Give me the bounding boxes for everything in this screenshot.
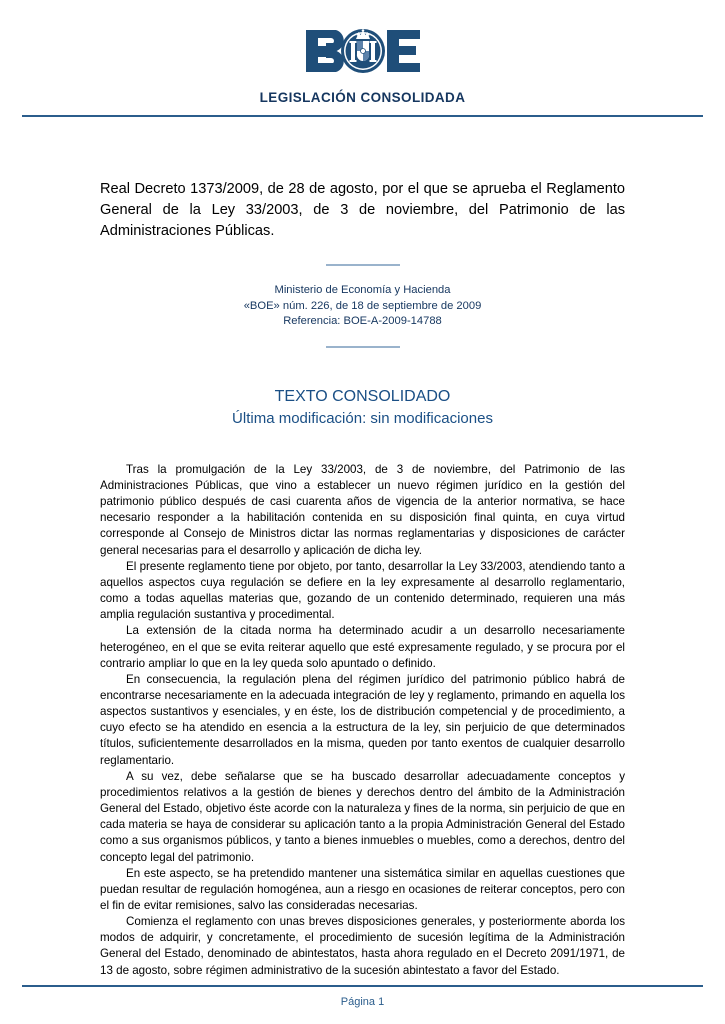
preamble-body xyxy=(100,462,625,979)
boe-logo xyxy=(304,26,422,76)
ministry-label: Ministerio de Economía y Hacienda xyxy=(274,284,451,296)
reference-label: Referencia: BOE-A-2009-14788 xyxy=(283,315,442,328)
page-number: Página 1 xyxy=(340,996,385,1008)
consolidated-heading: TEXTO CONSOLIDADO xyxy=(274,387,451,405)
law-title: Real Decreto 1373/2009, de 28 de agosto, por el que se aprueba el Reglamento General de la Ley 33/2003, de 3 de noviembre, del Patrimonio de las Administraciones Públicas. xyxy=(100,181,625,239)
document-content xyxy=(0,179,725,979)
paragraph: En consecuencia, la regulación plena del régimen jurídico del patrimonio público habrá de encontrarse necesariamente en la adecuada integración de ley y reglamento, primando en aquella los aspectos sustantivos y esenciales, y en éste, los de distribución competencial y de procedimiento, a cuyo efecto se ha atendido en esencia a la estructura de la ley, sin perjuicio de que determinados títulos, suficientemente desarrollados en la misma, queden por tanto exentos de cualquier desarrollo reglamentario. xyxy=(100,672,625,767)
consolidated-heading-block xyxy=(100,386,625,430)
paragraph: A su vez, debe señalarse que se ha buscado desarrollar adecuadamente conceptos y procedimientos relativos a la gestión de bienes y derechos dentro del ámbito de la Administración General del Estado, objetivo éste acorde con la naturaleza y fines de la norma, sin perjuicio de que en cada materia se haya de considerar su aplicación tanto a la propia Administración General del Estado como a sus organismos públicos, y tanto a bienes inmuebles o muebles, como a derechos, dentro del concepto legal del patrimonio. xyxy=(100,769,625,864)
meta-divider-bottom xyxy=(326,346,400,348)
meta-divider-top xyxy=(326,264,400,266)
header-divider xyxy=(22,115,703,117)
page-title: LEGISLACIÓN CONSOLIDADA xyxy=(259,90,466,105)
publication-metadata xyxy=(100,283,625,330)
paragraph: En este aspecto, se ha pretendido mantener una sistemática similar en aquellas cuestiones que puedan resultar de regulación homogénea, aun a riesgo en ocasiones de reiterar conceptos, pero con el fin de evitar remisiones, salvo las consideradas necesarias. xyxy=(100,866,625,912)
coat-of-arms-icon xyxy=(341,29,385,73)
consolidated-subheading: Última modificación: sin modificaciones xyxy=(232,409,493,427)
page-footer xyxy=(0,985,725,1008)
page-header xyxy=(0,0,725,117)
paragraph: La extensión de la citada norma ha determinado acudir a un desarrollo necesariamente heterogéneo, en el que se evita reiterar aquello que esté expresamente regulado, y se procura por el contrario ampliar lo que en la ley queda solo apuntado o definido. xyxy=(100,624,625,670)
paragraph: Comienza el reglamento con unas breves disposiciones generales, y posteriormente aborda los modos de adquirir, y concretamente, el procedimiento de sucesión legítima de la Administración General del Estado, denominado de abintestatos, hasta ahora regulado en el Decreto 2091/1971, de 13 de agosto, sobre régimen administrativo de la sucesión abintestato a favor del Estado. xyxy=(100,915,625,977)
publication-label: «BOE» núm. 226, de 18 de septiembre de 2009 xyxy=(243,299,482,312)
paragraph: Tras la promulgación de la Ley 33/2003, de 3 de noviembre, del Patrimonio de las Administraciones Públicas, que vino a establecer un nuevo régimen jurídico en la gestión del patrimonio público después de casi cuarenta años de vigencia de la anterior normativa, se hace necesario responder a la habilitación contenida en su disposición final quinta, en cuya virtud corresponde al Consejo de Ministros dictar las normas reglamentarias y disposiciones de carácter general necesarias para el desarrollo y aplicación de dicha ley. xyxy=(100,462,625,557)
paragraph: El presente reglamento tiene por objeto, por tanto, desarrollar la Ley 33/2003, atendiendo tanto a aquellos aspectos cuya regulación se defiere en la ley expresamente al desarrollo reglamentario, como a todas aquellas materias que, gozando de un contenido determinado, requieren una más amplia regulación sustantiva y procedimental. xyxy=(100,559,625,622)
footer-divider xyxy=(22,985,703,987)
